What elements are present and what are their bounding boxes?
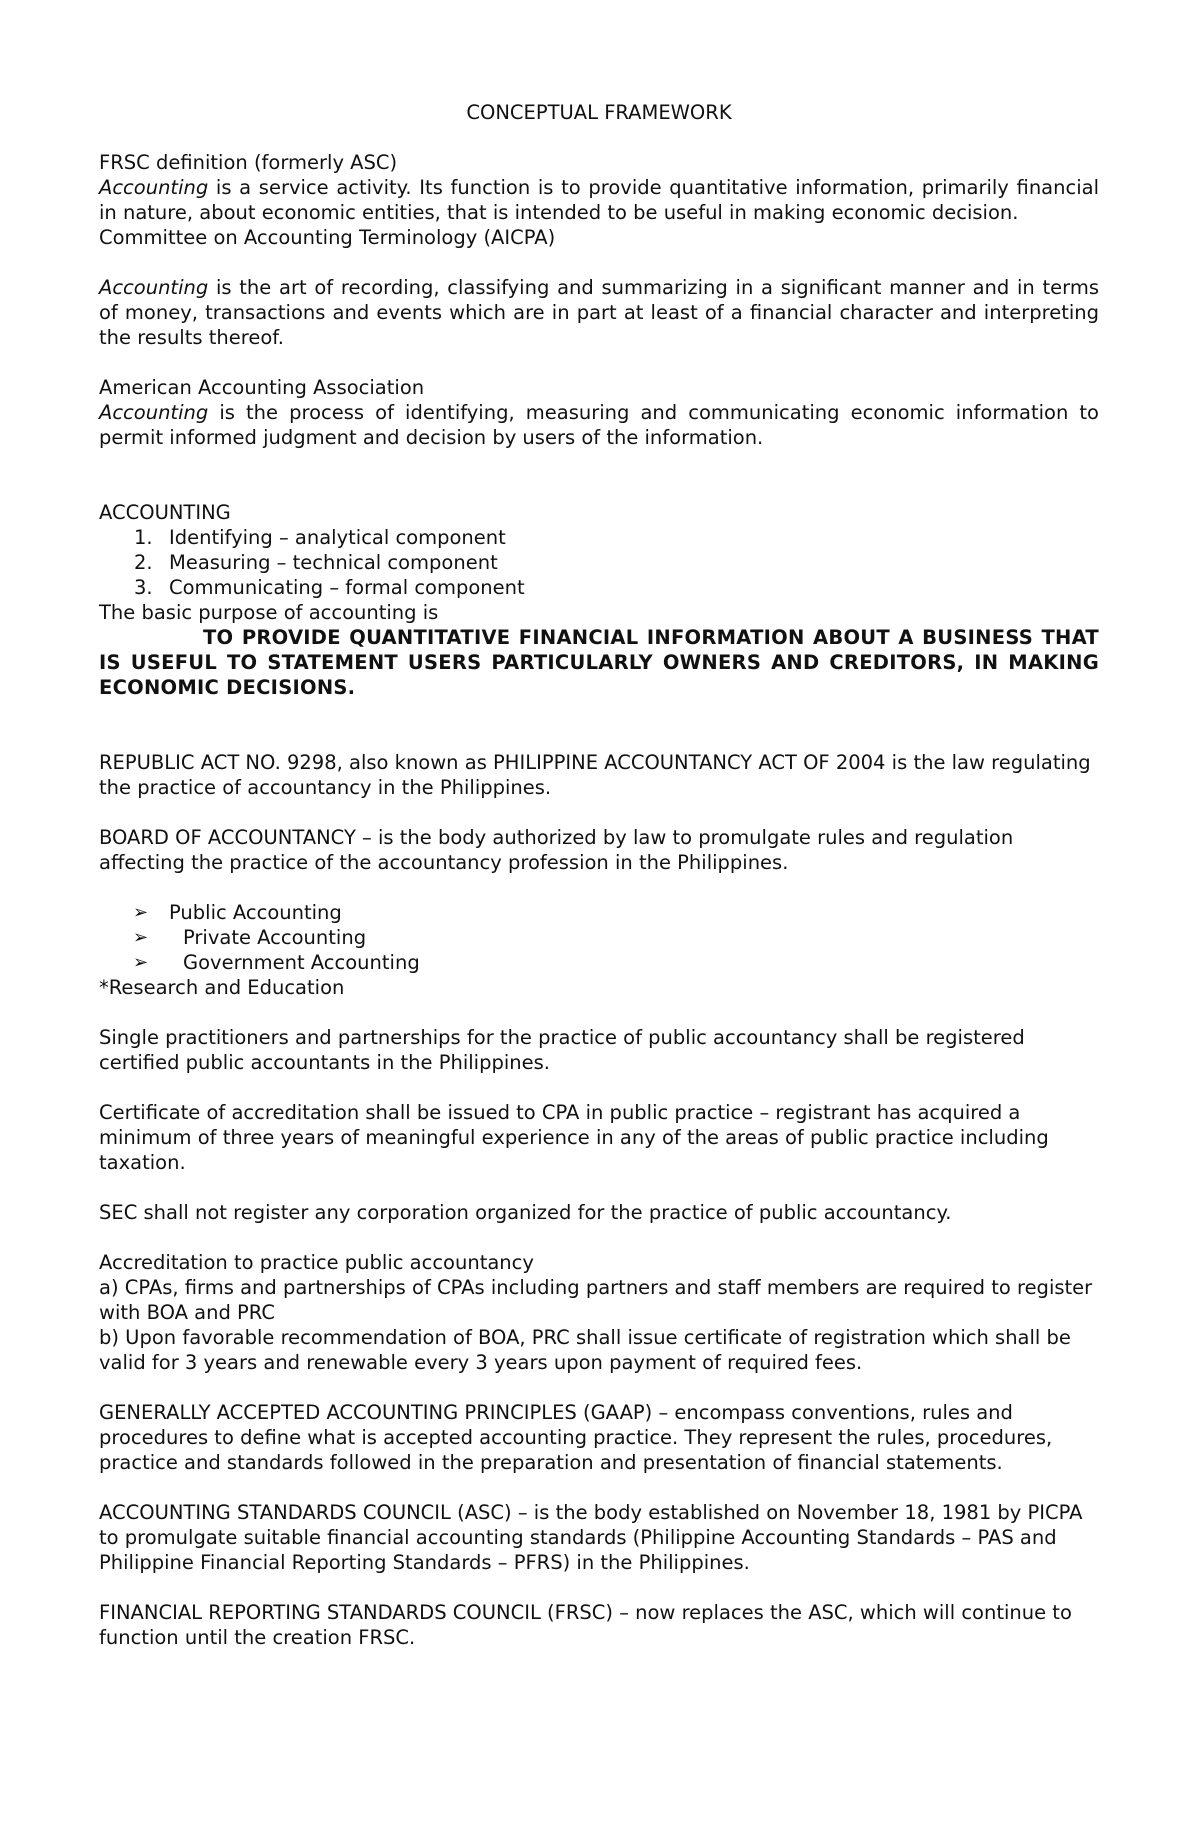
purpose-statement: TO PROVIDE QUANTITATIVE FINANCIAL INFORMATION ABOUT A BUSINESS THAT IS USEFUL TO STATEMENT USERS PARTICULARLY OWNERS AND CREDITORS, IN MAKING ECONOMIC DECISIONS. (99, 626, 1099, 699)
gaap-paragraph: GENERALLY ACCEPTED ACCOUNTING PRINCIPLES (GAAP) – encompass conventions, rules and procedures to define what is accepted accounting practice. They represent the rules, procedures, practice and standards followed in the preparation and presentation of financial statements. (99, 1401, 1053, 1474)
arrow-bullet-icon: ➢ (133, 902, 149, 923)
accreditation-item-a: a) CPAs, firms and partnerships of CPAs including partners and staff members are required to register with BOA and PRC (99, 1276, 1093, 1324)
asc-paragraph: ACCOUNTING STANDARDS COUNCIL (ASC) – is the body established on November 18, 1981 by PICPA to promulgate suitable financial accounting standards (Philippine Accounting Standards – PAS and Philippine Financial Reporting Standards – PFRS) in the Philippines. (99, 1501, 1083, 1574)
aaa-definition: Accounting is the process of identifying, measuring and communicating economic information to permit informed judgment and decision by users of the information. (99, 401, 1099, 449)
term-accounting: Accounting (99, 176, 209, 199)
components-list (99, 525, 1099, 600)
list-item: 1. Identifying – analytical component (134, 526, 506, 549)
term-accounting: Accounting (99, 401, 209, 424)
frsc-definition: Accounting is a service activity. Its function is to provide quantitative information, primarily financial in nature, about economic entities, that is intended to be useful in making economic decision. (99, 176, 1099, 224)
sectors-list (99, 900, 1099, 975)
board-of-accountancy-paragraph: BOARD OF ACCOUNTANCY – is the body authorized by law to promulgate rules and regulation affecting the practice of the accountancy profession in the Philippines. (99, 826, 1014, 874)
term-accounting: Accounting (99, 276, 209, 299)
single-practitioners-paragraph: Single practitioners and partnerships for the practice of public accountancy shall be registered certified public accountants in the Philippines. (99, 1026, 1025, 1074)
accreditation-item-b: b) Upon favorable recommendation of BOA, PRC shall issue certificate of registration which shall be valid for 3 years and renewable every 3 years upon payment of required fees. (99, 1326, 1071, 1374)
arrow-bullet-icon: ➢ (133, 952, 149, 973)
list-item: 2. Measuring – technical component (134, 551, 498, 574)
ra-9298-paragraph: REPUBLIC ACT NO. 9298, also known as PHILIPPINE ACCOUNTANCY ACT OF 2004 is the law regulating the practice of accountancy in the Philippines. (99, 751, 1091, 799)
frsc-paragraph: FINANCIAL REPORTING STANDARDS COUNCIL (FRSC) – now replaces the ASC, which will continue to function until the creation FRSC. (99, 1601, 1072, 1649)
purpose-intro: The basic purpose of accounting is (99, 601, 439, 624)
list-item: 3. Communicating – formal component (134, 576, 525, 599)
aicpa-heading: Committee on Accounting Terminology (AICPA) (99, 226, 556, 249)
aaa-heading: American Accounting Association (99, 376, 425, 399)
list-item: ➢ Public Accounting (133, 901, 342, 924)
research-note: *Research and Education (99, 976, 345, 999)
sec-paragraph: SEC shall not register any corporation organized for the practice of public accountancy. (99, 1201, 952, 1224)
page-title: CONCEPTUAL FRAMEWORK (466, 101, 732, 124)
frsc-definition-heading: FRSC definition (formerly ASC) (99, 151, 398, 174)
aicpa-definition: Accounting is the art of recording, classifying and summarizing in a significant manner and in terms of money, transactions and events which are in part at least of a financial character and interpreting the results thereof. (99, 276, 1099, 349)
list-item: ➢ Government Accounting (133, 951, 420, 974)
list-item: ➢ Private Accounting (133, 926, 367, 949)
accreditation-heading: Accreditation to practice public accountancy (99, 1251, 534, 1274)
certificate-paragraph: Certificate of accreditation shall be issued to CPA in public practice – registrant has acquired a minimum of three years of meaningful experience in any of the areas of public practice including taxation. (99, 1101, 1049, 1174)
arrow-bullet-icon: ➢ (133, 927, 149, 948)
accounting-heading: ACCOUNTING (99, 501, 231, 524)
